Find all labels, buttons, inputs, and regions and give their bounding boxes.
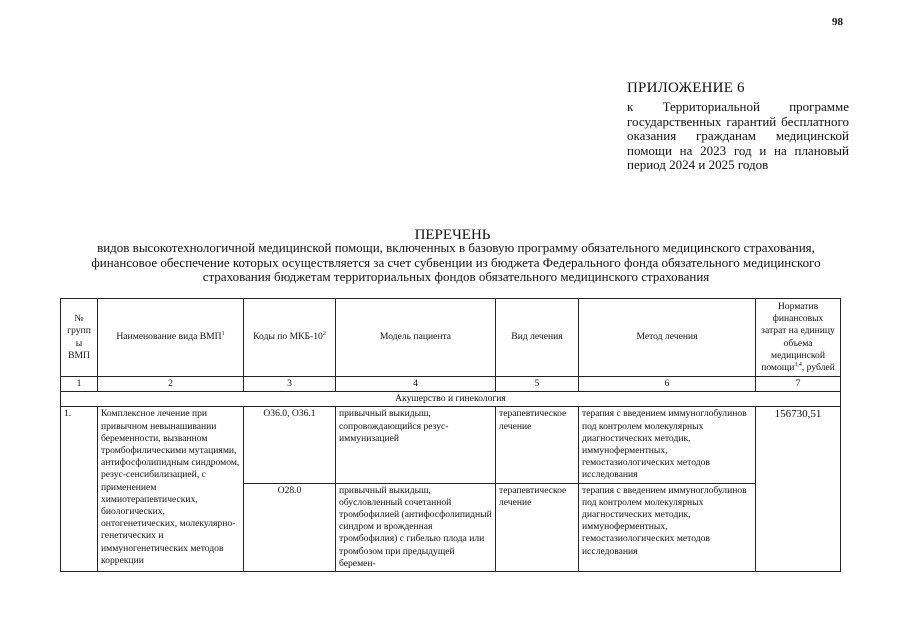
header-treatment-type: Вид лечения (496, 299, 579, 377)
document-title: ПЕРЕЧЕНЬ (414, 227, 491, 243)
vmp-table (60, 298, 841, 572)
column-number: 6 (579, 377, 756, 392)
page-number: 98 (832, 16, 843, 28)
patient-model: привычный выкидыш, обусловленный сочетанной тромбофилией (антифосфолипидный синдром и врожденная тромбофилия) с гибелью плода или тромбозом при предыдущей беремен- (336, 483, 496, 571)
icd-codes: O28.0 (244, 483, 336, 571)
vmp-name: Комплексное лечение при привычном невынашивании беременности, вызванном тромбофилическими мутациями, антифосфолипидным синдромом, резус-сенсибилизацией, с применением химиотерапевтических, биологических, онтогенетических, молекулярно-генетических и иммуногенетических методов коррекции (98, 407, 244, 572)
header-cost-norm: Норматив финансовых затрат на единицу объема медицинской помощи$^{3,4}$, рублей (756, 299, 841, 377)
header-vmp-name: Наименование вида ВМП$^1$ (98, 299, 244, 377)
treatment-type: терапевтическое лечение (496, 483, 579, 571)
section-title: Акушерство и гинекология (61, 392, 841, 407)
cost-norm: 156730,51 (756, 407, 841, 572)
appendix-subtitle: к Территориальной программе государственных гарантий бесплатного оказания гражданам медицинской помощи на 2023 год и на плановый период 2024 и 2025 годов (627, 99, 849, 173)
column-number-row (61, 377, 841, 392)
patient-model: привычный выкидыш, сопровождающийся резус-иммунизацией (336, 407, 496, 483)
appendix-title: ПРИЛОЖЕНИЕ 6 (627, 80, 745, 96)
column-number: 4 (336, 377, 496, 392)
treatment-method: терапия с введением иммуноглобулинов под контролем молекулярных диагностических методик, иммуноферментных, гемостазиологических методов исследования (579, 483, 756, 571)
column-number: 2 (98, 377, 244, 392)
treatment-method: терапия с введением иммуноглобулинов под контролем молекулярных диагностических методик, иммуноферментных, гемостазиологических методов исследования (579, 407, 756, 483)
group-number: 1. (61, 407, 98, 572)
column-number: 5 (496, 377, 579, 392)
column-number: 7 (756, 377, 841, 392)
treatment-type: терапевтическое лечение (496, 407, 579, 483)
column-number: 3 (244, 377, 336, 392)
section-row (61, 392, 841, 407)
icd-codes: O36.0, O36.1 (244, 407, 336, 483)
header-patient-model: Модель пациента (336, 299, 496, 377)
header-group-number: № групп ы ВМП (61, 299, 98, 377)
header-icd-codes: Коды по МКБ-$10^2$ (244, 299, 336, 377)
column-number: 1 (61, 377, 98, 392)
document-description: видов высокотехнологичной медицинской помощи, включенных в базовую программу обязательного медицинского страхования, финансовое обеспечение которых осуществляется за счет субвенции из бюджета Федерального фонда обязательного медицинского страхования бюджетам территориальных фондов обязательного медицинского страхования (91, 240, 821, 285)
header-treatment-method: Метод лечения (579, 299, 756, 377)
table-header-row (61, 299, 841, 377)
table-row (61, 407, 841, 483)
